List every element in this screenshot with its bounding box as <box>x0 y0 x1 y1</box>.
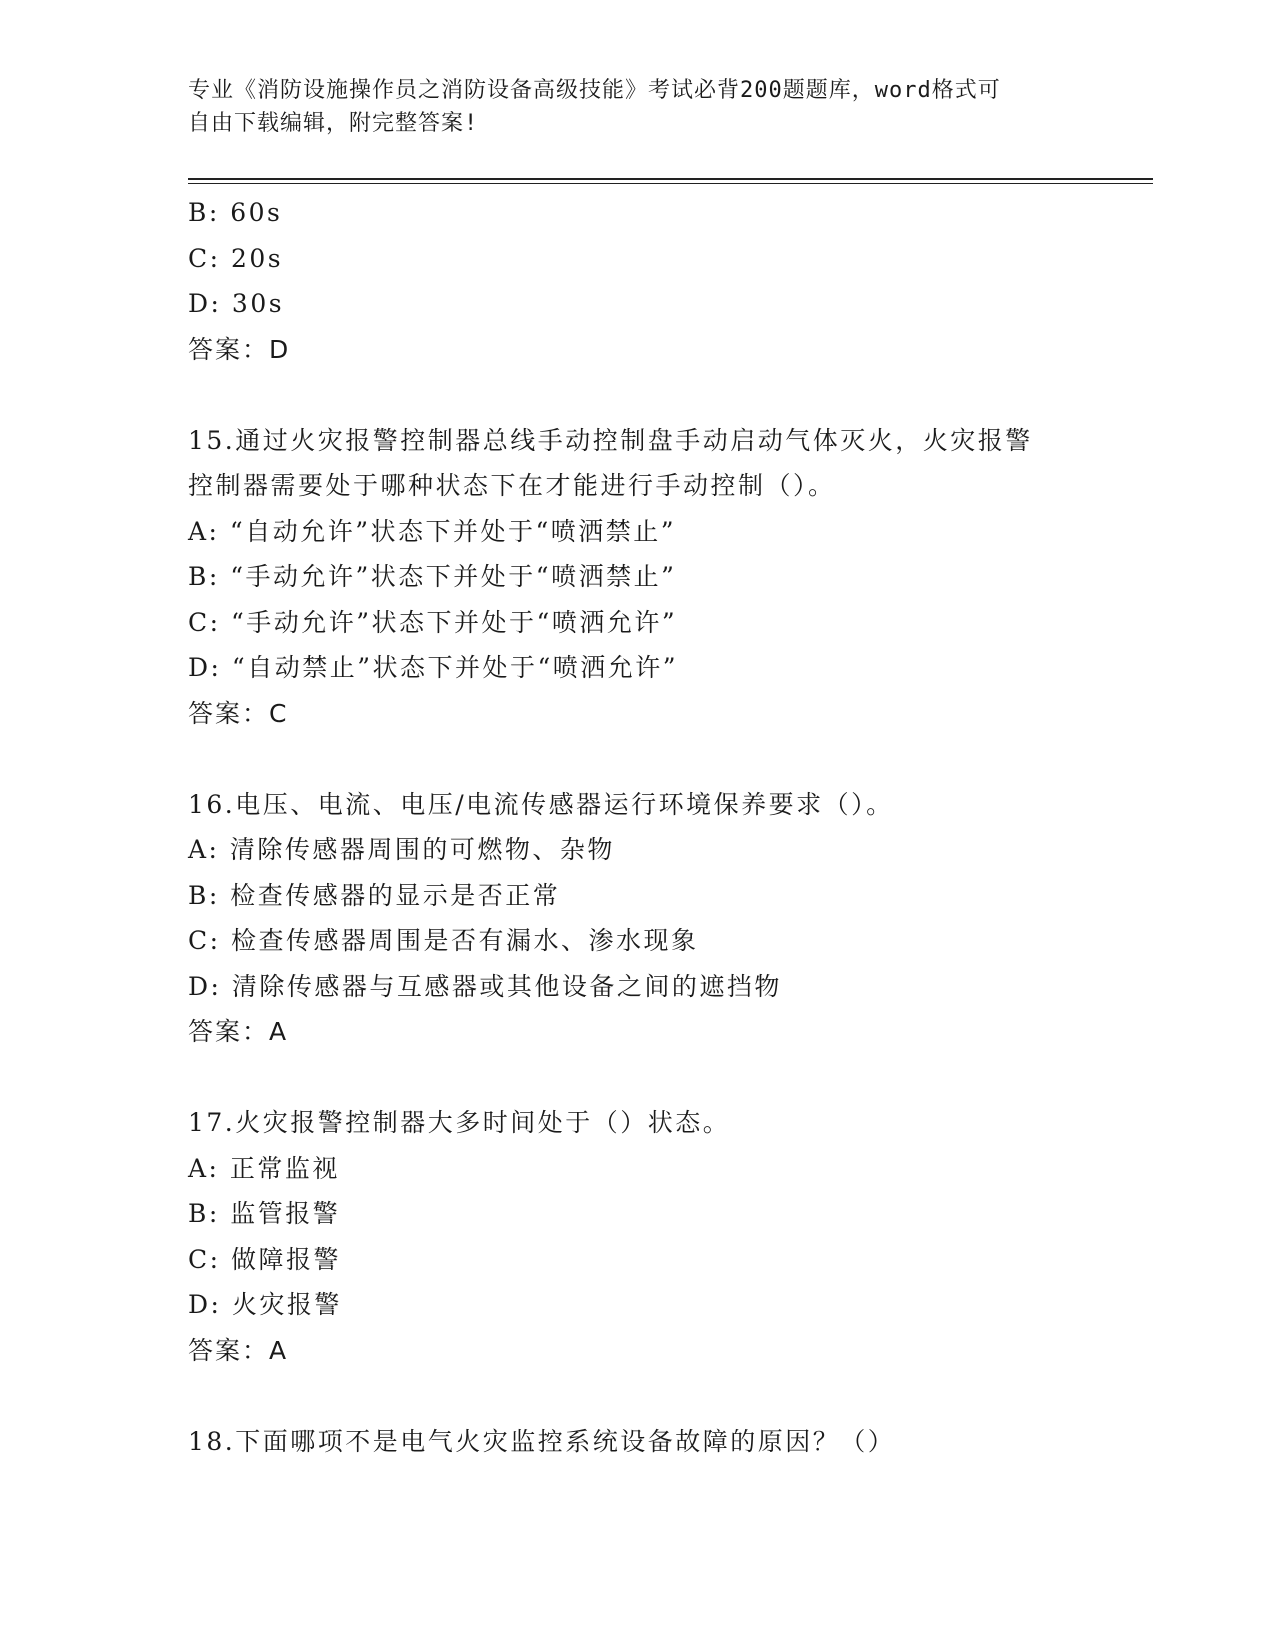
option-a: A: “自动允许”状态下并处于“喷洒禁止” <box>188 516 677 546</box>
option-a: A: 清除传感器周围的可燃物、杂物 <box>188 835 615 864</box>
header-rule-thick <box>188 178 1153 180</box>
spacer <box>188 1055 1153 1101</box>
spacer <box>188 1373 1153 1419</box>
question-stem-line: 17.火灾报警控制器大多时间处于（）状态。 <box>188 1108 731 1137</box>
option-c: C: 20s <box>188 243 284 273</box>
header-line-2: 自由下载编辑，附完整答案! <box>188 111 479 136</box>
answer-line: 答案：A <box>188 1017 289 1046</box>
question-15 <box>188 418 1153 737</box>
question-stem-line: 15.通过火灾报警控制器总线手动控制盘手动启动气体灭火，火灾报警 <box>188 425 1033 455</box>
prev-question-block <box>188 190 1153 372</box>
spacer <box>188 736 1153 782</box>
option-b: B: 60s <box>188 198 283 227</box>
answer-line: 答案：D <box>188 334 291 364</box>
answer-line: 答案：A <box>188 1335 289 1365</box>
spacer <box>188 372 1153 418</box>
option-c: C: 做障报警 <box>188 1244 341 1274</box>
option-b: B: “手动允许”状态下并处于“喷洒禁止” <box>188 562 677 591</box>
header-rule-thin <box>188 183 1153 184</box>
option-c: C: “手动允许”状态下并处于“喷洒允许” <box>188 607 678 637</box>
question-16 <box>188 782 1153 1055</box>
option-d: D: “自动禁止”状态下并处于“喷洒允许” <box>188 653 679 682</box>
question-stem-line: 控制器需要处于哪种状态下在才能进行手动控制（）。 <box>188 471 836 500</box>
question-stem-line: 16.电压、电流、电压/电流传感器运行环境保养要求（）。 <box>188 789 894 819</box>
answer-line: 答案：C <box>188 698 289 728</box>
header-line-1: 专业《消防设施操作员之消防设备高级技能》考试必背200题题库，word格式可 <box>188 78 1001 103</box>
question-stem-line: 18.下面哪项不是电气火灾监控系统设备故障的原因？（） <box>188 1426 896 1456</box>
option-d: D: 火灾报警 <box>188 1290 342 1319</box>
option-b: B: 监管报警 <box>188 1199 341 1228</box>
question-18 <box>188 1419 1153 1465</box>
option-b: B: 检查传感器的显示是否正常 <box>188 880 561 910</box>
option-c: C: 检查传感器周围是否有漏水、渗水现象 <box>188 926 699 955</box>
question-17 <box>188 1100 1153 1373</box>
document-body <box>188 190 1153 1464</box>
option-d: D: 30s <box>188 289 285 318</box>
option-d: D: 清除传感器与互感器或其他设备之间的遮挡物 <box>188 971 782 1001</box>
document-header <box>188 74 1068 140</box>
option-a: A: 正常监视 <box>188 1153 340 1183</box>
